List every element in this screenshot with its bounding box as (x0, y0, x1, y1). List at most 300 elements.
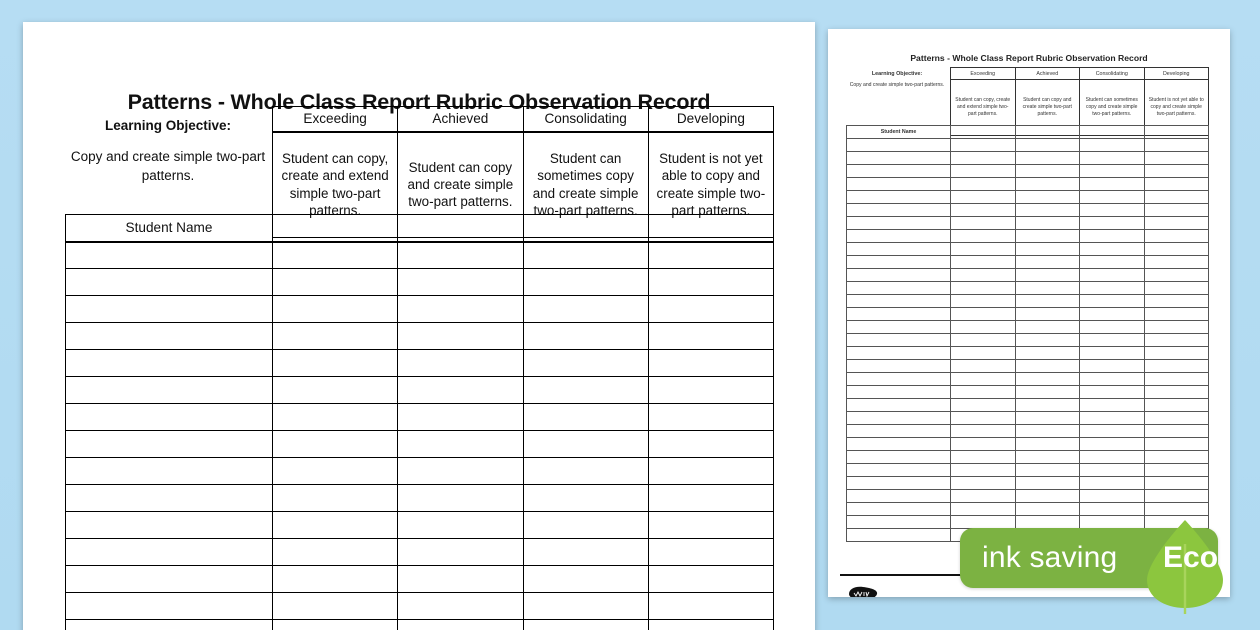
table-row[interactable] (66, 485, 774, 512)
level-mark-cell[interactable] (1015, 477, 1080, 490)
level-mark-cell[interactable] (1144, 412, 1209, 425)
student-name-cell[interactable] (847, 425, 951, 438)
level-mark-cell[interactable] (1144, 243, 1209, 256)
thumbnail-table-row[interactable] (847, 152, 1209, 165)
level-mark-cell[interactable] (273, 512, 398, 539)
level-mark-cell[interactable] (1080, 451, 1145, 464)
student-name-cell[interactable] (847, 191, 951, 204)
level-mark-cell[interactable] (951, 412, 1016, 425)
level-mark-cell[interactable] (951, 308, 1016, 321)
level-mark-cell[interactable] (1015, 139, 1080, 152)
student-name-cell[interactable] (847, 373, 951, 386)
level-mark-cell[interactable] (1080, 165, 1145, 178)
level-mark-cell[interactable] (523, 242, 648, 269)
level-mark-cell[interactable] (1015, 490, 1080, 503)
level-mark-cell[interactable] (1015, 178, 1080, 191)
level-mark-cell[interactable] (1015, 308, 1080, 321)
level-mark-cell[interactable] (523, 404, 648, 431)
level-mark-cell[interactable] (398, 242, 523, 269)
student-name-cell[interactable] (66, 539, 273, 566)
level-mark-cell[interactable] (951, 399, 1016, 412)
thumbnail-table-row[interactable] (847, 308, 1209, 321)
level-mark-cell[interactable] (1144, 295, 1209, 308)
level-mark-cell[interactable] (1015, 204, 1080, 217)
level-mark-cell[interactable] (1015, 451, 1080, 464)
level-mark-cell[interactable] (398, 566, 523, 593)
level-mark-cell[interactable] (1144, 269, 1209, 282)
level-mark-cell[interactable] (1080, 295, 1145, 308)
thumbnail-table-row[interactable] (847, 386, 1209, 399)
level-mark-cell[interactable] (273, 350, 398, 377)
level-mark-cell[interactable] (1080, 139, 1145, 152)
level-mark-cell[interactable] (1080, 230, 1145, 243)
level-mark-cell[interactable] (648, 242, 773, 269)
student-name-cell[interactable] (66, 512, 273, 539)
level-mark-cell[interactable] (1080, 516, 1145, 529)
roster-header-spacer-4 (648, 215, 773, 242)
level-mark-cell[interactable] (273, 242, 398, 269)
level-mark-cell[interactable] (1144, 386, 1209, 399)
student-name-cell[interactable] (66, 350, 273, 377)
level-mark-cell[interactable] (523, 269, 648, 296)
student-name-cell[interactable] (847, 269, 951, 282)
roster-header-spacer-3 (523, 215, 648, 242)
level-mark-cell[interactable] (273, 566, 398, 593)
learning-objective-block (65, 118, 271, 185)
student-name-cell[interactable] (847, 282, 951, 295)
level-mark-cell[interactable] (648, 377, 773, 404)
level-mark-cell[interactable] (648, 620, 773, 630)
level-mark-cell[interactable] (951, 334, 1016, 347)
level-mark-cell[interactable] (648, 350, 773, 377)
level-mark-cell[interactable] (1015, 152, 1080, 165)
level-mark-cell[interactable] (951, 386, 1016, 399)
thumbnail-table-row[interactable] (847, 178, 1209, 191)
level-mark-cell[interactable] (398, 593, 523, 620)
level-mark-cell[interactable] (523, 566, 648, 593)
learning-objective-text: Copy and create simple two-part patterns. (70, 149, 266, 184)
level-mark-cell[interactable] (1080, 191, 1145, 204)
table-row[interactable] (66, 431, 774, 458)
level-mark-cell[interactable] (1080, 217, 1145, 230)
level-mark-cell[interactable] (273, 377, 398, 404)
thumbnail-rubric-header-achieved: Achieved (1015, 68, 1080, 80)
level-mark-cell[interactable] (951, 269, 1016, 282)
level-mark-cell[interactable] (1080, 399, 1145, 412)
level-mark-cell[interactable] (951, 139, 1016, 152)
roster-header-student-name: Student Name (66, 215, 273, 242)
student-name-cell[interactable] (66, 458, 273, 485)
student-name-cell[interactable] (847, 165, 951, 178)
student-name-cell[interactable] (847, 152, 951, 165)
thumbnail-learning-objective-block (846, 71, 948, 89)
level-mark-cell[interactable] (273, 269, 398, 296)
level-mark-cell[interactable] (951, 165, 1016, 178)
student-name-cell[interactable] (847, 256, 951, 269)
thumbnail-table-row[interactable] (847, 477, 1209, 490)
level-mark-cell[interactable] (648, 512, 773, 539)
level-mark-cell[interactable] (1015, 399, 1080, 412)
table-row[interactable] (66, 593, 774, 620)
level-mark-cell[interactable] (398, 377, 523, 404)
level-mark-cell[interactable] (1080, 282, 1145, 295)
level-mark-cell[interactable] (398, 485, 523, 512)
thumbnail-table-row[interactable] (847, 503, 1209, 516)
level-mark-cell[interactable] (1015, 295, 1080, 308)
level-mark-cell[interactable] (1144, 464, 1209, 477)
thumbnail-table-row[interactable] (847, 204, 1209, 217)
level-mark-cell[interactable] (1080, 412, 1145, 425)
level-mark-cell[interactable] (1144, 360, 1209, 373)
level-mark-cell[interactable] (1015, 243, 1080, 256)
thumbnail-table-row[interactable] (847, 295, 1209, 308)
thumbnail-table-row[interactable] (847, 139, 1209, 152)
level-mark-cell[interactable] (1144, 230, 1209, 243)
level-mark-cell[interactable] (1144, 152, 1209, 165)
level-mark-cell[interactable] (1080, 204, 1145, 217)
level-mark-cell[interactable] (1015, 321, 1080, 334)
student-name-cell[interactable] (847, 347, 951, 360)
thumbnail-table-row[interactable] (847, 412, 1209, 425)
student-name-cell[interactable] (66, 566, 273, 593)
student-name-cell[interactable] (847, 334, 951, 347)
student-name-cell[interactable] (847, 178, 951, 191)
level-mark-cell[interactable] (1015, 503, 1080, 516)
level-mark-cell[interactable] (1080, 503, 1145, 516)
thumbnail-rubric-descriptor-consolidating: Student can sometimes copy and create simple two-part patterns. (1080, 80, 1145, 136)
level-mark-cell[interactable] (1080, 438, 1145, 451)
level-mark-cell[interactable] (648, 458, 773, 485)
thumbnail-table-row[interactable] (847, 425, 1209, 438)
level-mark-cell[interactable] (273, 539, 398, 566)
level-mark-cell[interactable] (398, 296, 523, 323)
twinkl-logo-icon (846, 585, 880, 597)
thumbnail-table-row[interactable] (847, 373, 1209, 386)
level-mark-cell[interactable] (1080, 269, 1145, 282)
level-mark-cell[interactable] (951, 438, 1016, 451)
level-mark-cell[interactable] (648, 539, 773, 566)
level-mark-cell[interactable] (1080, 360, 1145, 373)
level-mark-cell[interactable] (1144, 178, 1209, 191)
level-mark-cell[interactable] (1080, 334, 1145, 347)
thumbnail-table-row[interactable] (847, 282, 1209, 295)
level-mark-cell[interactable] (273, 404, 398, 431)
level-mark-cell[interactable] (1080, 373, 1145, 386)
level-mark-cell[interactable] (1080, 178, 1145, 191)
level-mark-cell[interactable] (648, 404, 773, 431)
thumbnail-table-row[interactable] (847, 464, 1209, 477)
level-mark-cell[interactable] (1144, 347, 1209, 360)
eco-badge-eco-label: Eco (1163, 541, 1219, 574)
student-name-cell[interactable] (66, 377, 273, 404)
thumbnail-table-row[interactable] (847, 243, 1209, 256)
level-mark-cell[interactable] (398, 431, 523, 458)
thumbnail-table-row[interactable] (847, 347, 1209, 360)
level-mark-cell[interactable] (1144, 191, 1209, 204)
level-mark-cell[interactable] (1080, 256, 1145, 269)
student-name-cell[interactable] (847, 360, 951, 373)
student-name-cell[interactable] (847, 204, 951, 217)
level-mark-cell[interactable] (1144, 321, 1209, 334)
level-mark-cell[interactable] (648, 566, 773, 593)
level-mark-cell[interactable] (1015, 386, 1080, 399)
level-mark-cell[interactable] (648, 296, 773, 323)
level-mark-cell[interactable] (1015, 230, 1080, 243)
level-mark-cell[interactable] (398, 269, 523, 296)
level-mark-cell[interactable] (1015, 165, 1080, 178)
roster-body (66, 242, 774, 630)
student-name-cell[interactable] (847, 490, 951, 503)
level-mark-cell[interactable] (1144, 425, 1209, 438)
rubric-header-row (273, 107, 774, 132)
level-mark-cell[interactable] (398, 539, 523, 566)
student-name-cell[interactable] (847, 321, 951, 334)
level-mark-cell[interactable] (648, 431, 773, 458)
level-mark-cell[interactable] (1144, 490, 1209, 503)
student-name-cell[interactable] (66, 242, 273, 269)
level-mark-cell[interactable] (1080, 464, 1145, 477)
level-mark-cell[interactable] (1015, 516, 1080, 529)
level-mark-cell[interactable] (1015, 217, 1080, 230)
level-mark-cell[interactable] (951, 295, 1016, 308)
level-mark-cell[interactable] (398, 512, 523, 539)
thumbnail-table-row[interactable] (847, 165, 1209, 178)
rubric-descriptor-exceeding: Student can copy, create and extend simple two-part patterns. (273, 132, 398, 238)
thumbnail-rubric-header-exceeding: Exceeding (951, 68, 1016, 80)
roster-header-spacer-1 (273, 215, 398, 242)
level-mark-cell[interactable] (951, 178, 1016, 191)
level-mark-cell[interactable] (1144, 334, 1209, 347)
thumbnail-roster-body (847, 139, 1209, 542)
thumbnail-rubric-header-row (951, 68, 1209, 80)
table-row[interactable] (66, 458, 774, 485)
level-mark-cell[interactable] (273, 296, 398, 323)
thumbnail-table-row[interactable] (847, 490, 1209, 503)
roster-header-row (66, 215, 774, 242)
rubric-descriptor-consolidating: Student can sometimes copy and create simple two-part patterns. (523, 132, 648, 238)
level-mark-cell[interactable] (1080, 308, 1145, 321)
level-mark-cell[interactable] (951, 477, 1016, 490)
student-name-cell[interactable] (847, 464, 951, 477)
level-mark-cell[interactable] (523, 296, 648, 323)
student-name-cell[interactable] (847, 243, 951, 256)
table-row[interactable] (66, 323, 774, 350)
level-mark-cell[interactable] (1015, 373, 1080, 386)
thumbnail-table-row[interactable] (847, 321, 1209, 334)
level-mark-cell[interactable] (523, 377, 648, 404)
level-mark-cell[interactable] (951, 204, 1016, 217)
level-mark-cell[interactable] (1144, 373, 1209, 386)
level-mark-cell[interactable] (648, 485, 773, 512)
student-name-cell[interactable] (66, 323, 273, 350)
student-name-cell[interactable] (847, 503, 951, 516)
thumbnail-table-row[interactable] (847, 256, 1209, 269)
level-mark-cell[interactable] (1144, 282, 1209, 295)
level-mark-cell[interactable] (1015, 360, 1080, 373)
level-mark-cell[interactable] (273, 458, 398, 485)
level-mark-cell[interactable] (1015, 412, 1080, 425)
level-mark-cell[interactable] (951, 282, 1016, 295)
level-mark-cell[interactable] (1015, 438, 1080, 451)
thumbnail-table-row[interactable] (847, 269, 1209, 282)
table-row[interactable] (66, 404, 774, 431)
student-name-cell[interactable] (847, 438, 951, 451)
student-name-cell[interactable] (66, 485, 273, 512)
level-mark-cell[interactable] (398, 323, 523, 350)
thumbnail-learning-objective-heading: Learning Objective: (871, 71, 923, 77)
level-mark-cell[interactable] (398, 404, 523, 431)
student-name-cell[interactable] (66, 431, 273, 458)
level-mark-cell[interactable] (1015, 191, 1080, 204)
level-mark-cell[interactable] (1080, 477, 1145, 490)
level-mark-cell[interactable] (951, 373, 1016, 386)
student-name-cell[interactable] (847, 217, 951, 230)
level-mark-cell[interactable] (1015, 256, 1080, 269)
student-name-cell[interactable] (847, 516, 951, 529)
rubric-header-achieved: Achieved (398, 107, 523, 132)
level-mark-cell[interactable] (1015, 464, 1080, 477)
table-row[interactable] (66, 377, 774, 404)
page-title: Patterns - Whole Class Report Rubric Observation Record (127, 90, 711, 114)
level-mark-cell[interactable] (1015, 425, 1080, 438)
thumbnail-learning-objective-text: Copy and create simple two-part patterns. (849, 82, 945, 88)
level-mark-cell[interactable] (1015, 334, 1080, 347)
thumbnail-worksheet-page[interactable] (828, 29, 1230, 597)
level-mark-cell[interactable] (273, 485, 398, 512)
level-mark-cell[interactable] (1080, 425, 1145, 438)
level-mark-cell[interactable] (951, 490, 1016, 503)
student-name-cell[interactable] (66, 404, 273, 431)
thumbnail-roster-header-student-name: Student Name (847, 126, 951, 139)
student-name-cell[interactable] (847, 399, 951, 412)
thumbnail-rubric-header-developing: Developing (1144, 68, 1209, 80)
thumbnail-table-row[interactable] (847, 451, 1209, 464)
thumbnail-roster-header-spacer-1 (951, 126, 1016, 139)
student-name-cell[interactable] (66, 620, 273, 630)
level-mark-cell[interactable] (523, 323, 648, 350)
level-mark-cell[interactable] (1080, 490, 1145, 503)
eco-badge-ink-label: ink saving (982, 541, 1118, 574)
level-mark-cell[interactable] (1144, 139, 1209, 152)
level-mark-cell[interactable] (1144, 217, 1209, 230)
student-name-cell[interactable] (847, 308, 951, 321)
level-mark-cell[interactable] (951, 191, 1016, 204)
student-name-cell[interactable] (847, 451, 951, 464)
level-mark-cell[interactable] (1015, 282, 1080, 295)
table-row[interactable] (66, 242, 774, 269)
thumbnail-table-row[interactable] (847, 191, 1209, 204)
table-row[interactable] (66, 296, 774, 323)
level-mark-cell[interactable] (951, 256, 1016, 269)
level-mark-cell[interactable] (1144, 438, 1209, 451)
table-row[interactable] (66, 539, 774, 566)
thumbnail-table-row[interactable] (847, 438, 1209, 451)
thumbnail-table-row[interactable] (847, 334, 1209, 347)
thumbnail-table-row[interactable] (847, 360, 1209, 373)
rubric-header-consolidating: Consolidating (523, 107, 648, 132)
student-name-cell[interactable] (847, 477, 951, 490)
level-mark-cell[interactable] (648, 323, 773, 350)
level-mark-cell[interactable] (273, 620, 398, 630)
level-mark-cell[interactable] (648, 269, 773, 296)
level-mark-cell[interactable] (1080, 243, 1145, 256)
table-row[interactable] (66, 566, 774, 593)
level-mark-cell[interactable] (951, 152, 1016, 165)
thumbnail-table-row[interactable] (847, 399, 1209, 412)
level-mark-cell[interactable] (523, 620, 648, 630)
level-mark-cell[interactable] (1144, 204, 1209, 217)
level-mark-cell[interactable] (1015, 269, 1080, 282)
thumbnail-table-row[interactable] (847, 217, 1209, 230)
level-mark-cell[interactable] (1144, 477, 1209, 490)
student-name-cell[interactable] (847, 529, 951, 542)
student-name-cell[interactable] (847, 386, 951, 399)
level-mark-cell[interactable] (1015, 347, 1080, 360)
level-mark-cell[interactable] (273, 323, 398, 350)
level-mark-cell[interactable] (951, 464, 1016, 477)
level-mark-cell[interactable] (951, 243, 1016, 256)
level-mark-cell[interactable] (523, 512, 648, 539)
level-mark-cell[interactable] (951, 217, 1016, 230)
table-row[interactable] (66, 269, 774, 296)
level-mark-cell[interactable] (398, 458, 523, 485)
level-mark-cell[interactable] (523, 485, 648, 512)
level-mark-cell[interactable] (951, 360, 1016, 373)
student-name-cell[interactable] (847, 295, 951, 308)
thumbnail-table-row[interactable] (847, 230, 1209, 243)
level-mark-cell[interactable] (648, 593, 773, 620)
level-mark-cell[interactable] (1144, 451, 1209, 464)
table-row[interactable] (66, 512, 774, 539)
student-name-cell[interactable] (847, 139, 951, 152)
level-mark-cell[interactable] (951, 451, 1016, 464)
level-mark-cell[interactable] (1080, 152, 1145, 165)
level-mark-cell[interactable] (1144, 256, 1209, 269)
level-mark-cell[interactable] (1080, 386, 1145, 399)
level-mark-cell[interactable] (951, 347, 1016, 360)
level-mark-cell[interactable] (523, 593, 648, 620)
level-mark-cell[interactable] (523, 350, 648, 377)
table-row[interactable] (66, 350, 774, 377)
table-row[interactable] (66, 620, 774, 630)
level-mark-cell[interactable] (523, 539, 648, 566)
level-mark-cell[interactable] (951, 503, 1016, 516)
level-mark-cell[interactable] (273, 431, 398, 458)
level-mark-cell[interactable] (523, 458, 648, 485)
level-mark-cell[interactable] (1144, 399, 1209, 412)
level-mark-cell[interactable] (523, 431, 648, 458)
level-mark-cell[interactable] (273, 593, 398, 620)
level-mark-cell[interactable] (951, 425, 1016, 438)
level-mark-cell[interactable] (1144, 308, 1209, 321)
level-mark-cell[interactable] (951, 230, 1016, 243)
level-mark-cell[interactable] (951, 516, 1016, 529)
level-mark-cell[interactable] (1144, 165, 1209, 178)
level-mark-cell[interactable] (1080, 321, 1145, 334)
level-mark-cell[interactable] (951, 321, 1016, 334)
level-mark-cell[interactable] (1144, 503, 1209, 516)
student-name-cell[interactable] (847, 412, 951, 425)
thumbnail-rubric-descriptor-developing: Student is not yet able to copy and create simple two-part patterns. (1144, 80, 1209, 136)
student-name-cell[interactable] (66, 593, 273, 620)
student-name-cell[interactable] (847, 230, 951, 243)
learning-objective-heading: Learning Objective: (104, 118, 232, 133)
level-mark-cell[interactable] (1080, 347, 1145, 360)
student-name-cell[interactable] (66, 296, 273, 323)
student-name-cell[interactable] (66, 269, 273, 296)
level-mark-cell[interactable] (398, 350, 523, 377)
level-mark-cell[interactable] (398, 620, 523, 630)
